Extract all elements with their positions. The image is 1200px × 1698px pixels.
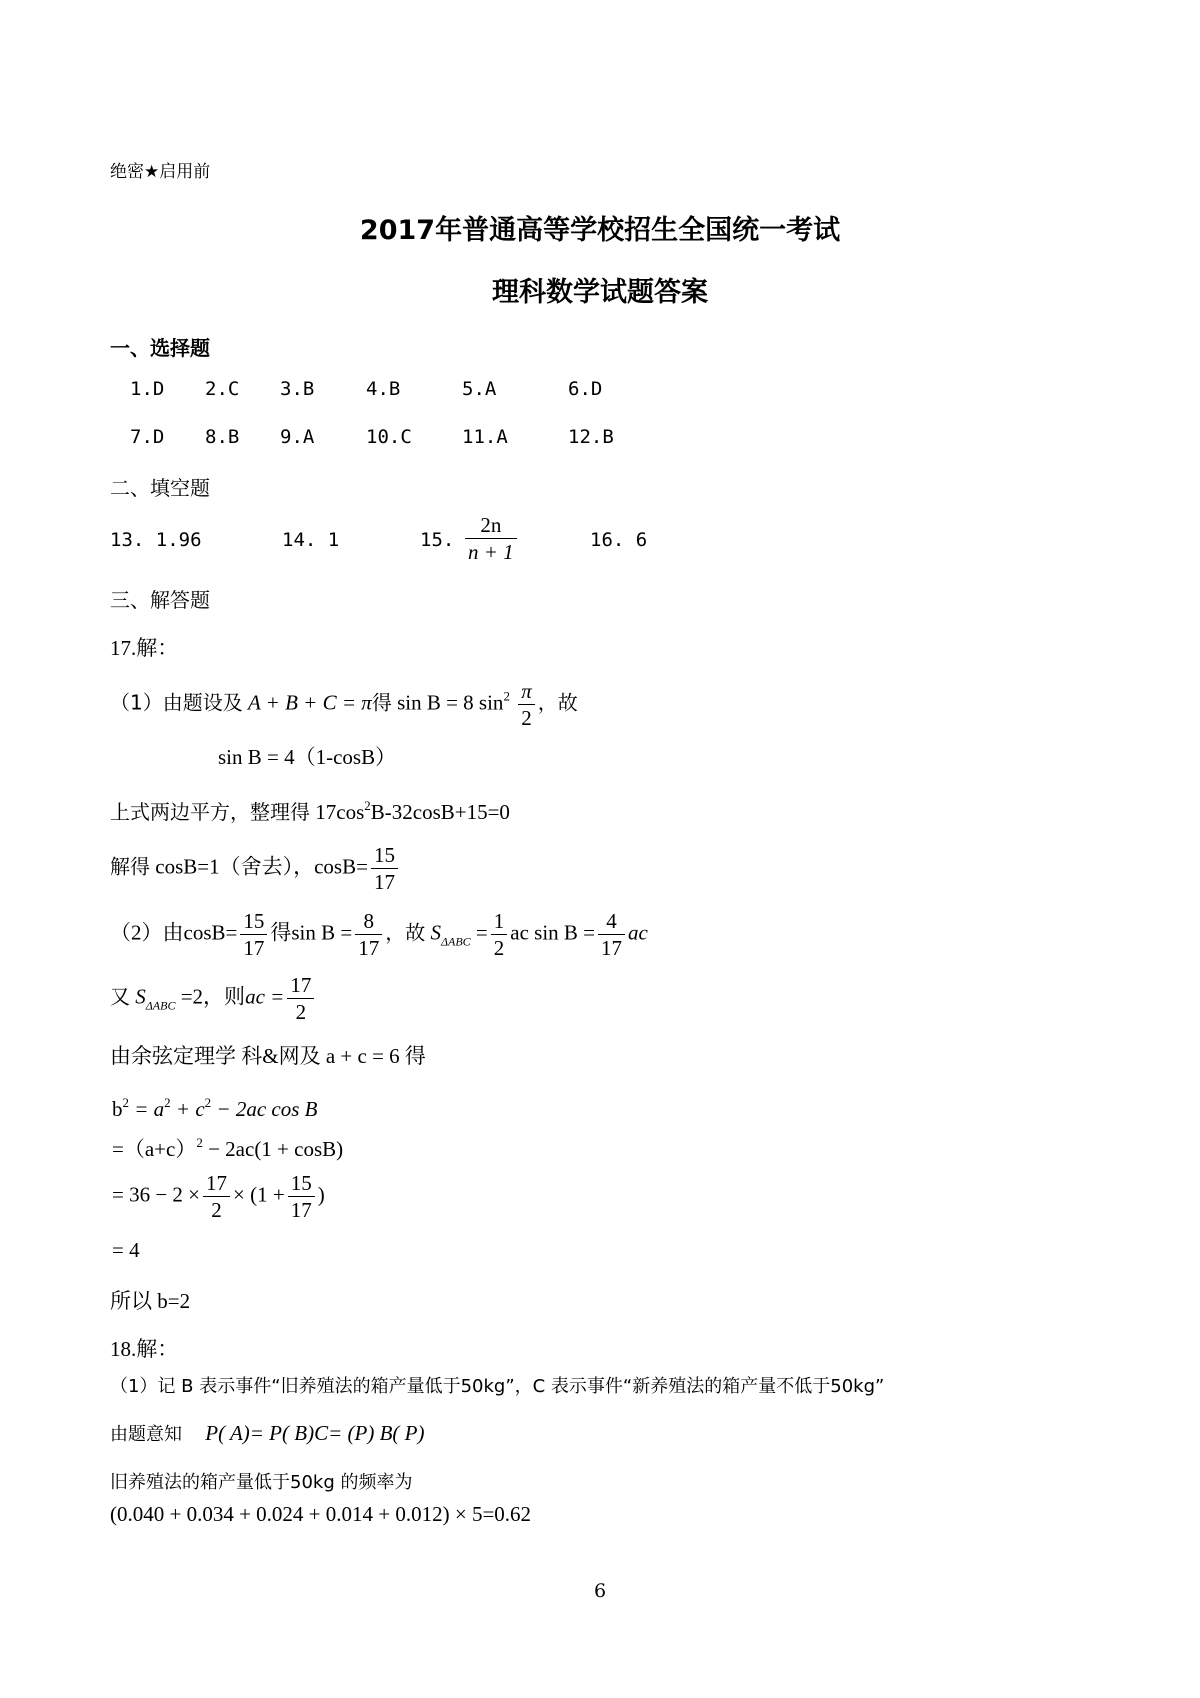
- p17-solve-line: [110, 842, 401, 895]
- exponent-2: 2: [364, 798, 371, 813]
- p17-de: 得: [371, 690, 392, 715]
- p17-cosB-values: cosB=1（舍去），cosB=: [155, 854, 368, 879]
- fraction-numerator: π: [518, 678, 535, 705]
- p17-you: 又: [110, 984, 130, 1009]
- problem-18-heading: 18.解：: [110, 1337, 179, 1361]
- step3-c: ): [317, 1182, 325, 1207]
- fraction-numerator: 15: [371, 842, 398, 869]
- answer-15-label: 15.: [420, 529, 455, 551]
- exponent-2: 2: [196, 1135, 203, 1150]
- p17-cosine-law-line: 由余弦定理学 科&网及 a + c = 6 得: [110, 1044, 426, 1068]
- fraction-denominator: 2: [521, 706, 532, 730]
- fraction-numerator: 1: [491, 908, 508, 935]
- term-cos: − 2ac cos B: [211, 1097, 318, 1121]
- fraction-numerator: 8: [355, 908, 382, 935]
- p17-you-ac: ac =: [245, 984, 285, 1009]
- p17-line-sinB: sin B = 4（1-cosB）: [218, 745, 397, 769]
- answer-5: 5.A: [462, 378, 497, 400]
- section-fill-heading: 二、填空题: [110, 476, 210, 500]
- fraction-numerator: 15: [240, 908, 267, 935]
- p17-part2-ac: ac: [628, 920, 648, 945]
- exponent-2: 2: [503, 688, 510, 704]
- area-symbol: S: [430, 920, 441, 945]
- answer-16: 16. 6: [590, 529, 648, 551]
- area-subscript: ΔABC: [145, 998, 176, 1013]
- problem-17-heading: 17.解：: [110, 636, 179, 660]
- step3-a: = 36 − 2 ×: [112, 1182, 201, 1207]
- p17-angle-sum: A + B + C = π: [247, 690, 372, 715]
- answer-7: 7.D: [130, 426, 165, 448]
- answer-4: 4.B: [366, 378, 401, 400]
- p17-part2-a: （2）由cosB=: [110, 920, 238, 945]
- fraction-denominator: 2: [211, 1198, 222, 1222]
- p17-part2-c: ，故: [385, 920, 426, 945]
- p17-step4-line: = 4: [112, 1238, 140, 1262]
- p18-part1-line: （1）记 B 表示事件“旧养殖法的箱产量低于50kg”，C 表示事件“新养殖法的箱产量不低于50kg”: [110, 1376, 885, 1397]
- fraction-denominator: 17: [358, 936, 380, 960]
- fraction-denominator: 17: [601, 936, 623, 960]
- p18-probability-line: [110, 1420, 424, 1446]
- p17-part1-line: [110, 678, 578, 731]
- fraction-denominator: 17: [243, 936, 265, 960]
- answer-12: 12.B: [568, 426, 614, 448]
- p17-part2-b: 得sin B =: [270, 920, 353, 945]
- b-symbol: b: [112, 1097, 123, 1121]
- fraction-numerator: 15: [288, 1170, 315, 1197]
- step3-b: × (1 +: [233, 1182, 285, 1207]
- p17-conclusion: 所以 b=2: [110, 1289, 191, 1313]
- fraction-numerator: 4: [598, 908, 625, 935]
- p17-therefore: ，故: [537, 690, 578, 715]
- p17-sin-eq: sin B = 8 sin: [397, 690, 504, 715]
- p17-b-squared-line: [112, 1095, 317, 1122]
- answer-10: 10.C: [366, 426, 412, 448]
- step2-b: − 2ac(1 + cosB): [202, 1137, 344, 1161]
- p18-known: 由题意知: [110, 1424, 182, 1445]
- p17-square-text: 上式两边平方，整理得: [110, 800, 310, 824]
- fraction-denominator: n + 1: [468, 540, 514, 564]
- term-c: + c: [170, 1097, 205, 1121]
- answer-15-fraction: [462, 512, 520, 565]
- fraction-denominator: 2: [295, 1000, 307, 1024]
- p17-solve-text: 解得: [110, 854, 150, 879]
- exponent-2: 2: [204, 1095, 212, 1110]
- step2-a: =（a+c）: [112, 1137, 197, 1161]
- p17-you-b: =2，则: [180, 984, 246, 1009]
- confidential-label: 绝密★启用前: [110, 162, 211, 182]
- fraction-numerator: 2n: [465, 512, 517, 539]
- p17-square-eq-b: B-32cosB+15=0: [370, 800, 510, 824]
- p17-square-eq-a: 17cos: [315, 800, 365, 824]
- answer-2: 2.C: [205, 378, 240, 400]
- p17-part2-d: ac sin B =: [510, 920, 596, 945]
- p17-step2-line: [112, 1133, 343, 1163]
- p18-frequency-text: 旧养殖法的箱产量低于50kg 的频率为: [110, 1472, 413, 1493]
- p17-part1-text: （1）由题设及: [110, 690, 243, 715]
- p17-step3-line: [112, 1170, 325, 1223]
- p17-area-line: [110, 972, 317, 1025]
- page-number: 6: [593, 1580, 607, 1602]
- exponent-2: 2: [164, 1095, 171, 1110]
- equals: =: [475, 920, 488, 945]
- fraction-numerator: 17: [203, 1170, 230, 1197]
- fraction-denominator: 17: [373, 870, 395, 894]
- answer-9: 9.A: [280, 426, 315, 448]
- p18-prob-expr: P( A)= P( B)C= (P) B( P): [205, 1421, 425, 1445]
- answer-3: 3.B: [280, 378, 315, 400]
- answer-11: 11.A: [462, 426, 508, 448]
- answer-13: 13. 1.96: [110, 529, 202, 551]
- term-a: = a: [129, 1097, 165, 1121]
- answer-1: 1.D: [130, 378, 165, 400]
- exponent-2: 2: [122, 1095, 129, 1110]
- exam-title: 2017年普通高等学校招生全国统一考试: [359, 215, 841, 246]
- section-solve-heading: 三、解答题: [110, 588, 210, 612]
- answer-14: 14. 1: [282, 529, 340, 551]
- answer-title: 理科数学试题答案: [492, 277, 708, 308]
- answer-8: 8.B: [205, 426, 240, 448]
- p17-square-line: [110, 796, 510, 825]
- fraction-numerator: 17: [287, 972, 314, 999]
- p18-frequency-calc: (0.040 + 0.034 + 0.024 + 0.014 + 0.012) × 5=0.62: [110, 1502, 532, 1526]
- answer-6: 6.D: [568, 378, 603, 400]
- fraction-denominator: 17: [290, 1198, 312, 1222]
- area-subscript: ΔABC: [440, 934, 471, 949]
- section-choice-heading: 一、选择题: [110, 336, 210, 360]
- area-symbol: S: [135, 984, 146, 1009]
- p17-part2-line: [110, 908, 648, 961]
- fraction-denominator: 2: [493, 936, 505, 960]
